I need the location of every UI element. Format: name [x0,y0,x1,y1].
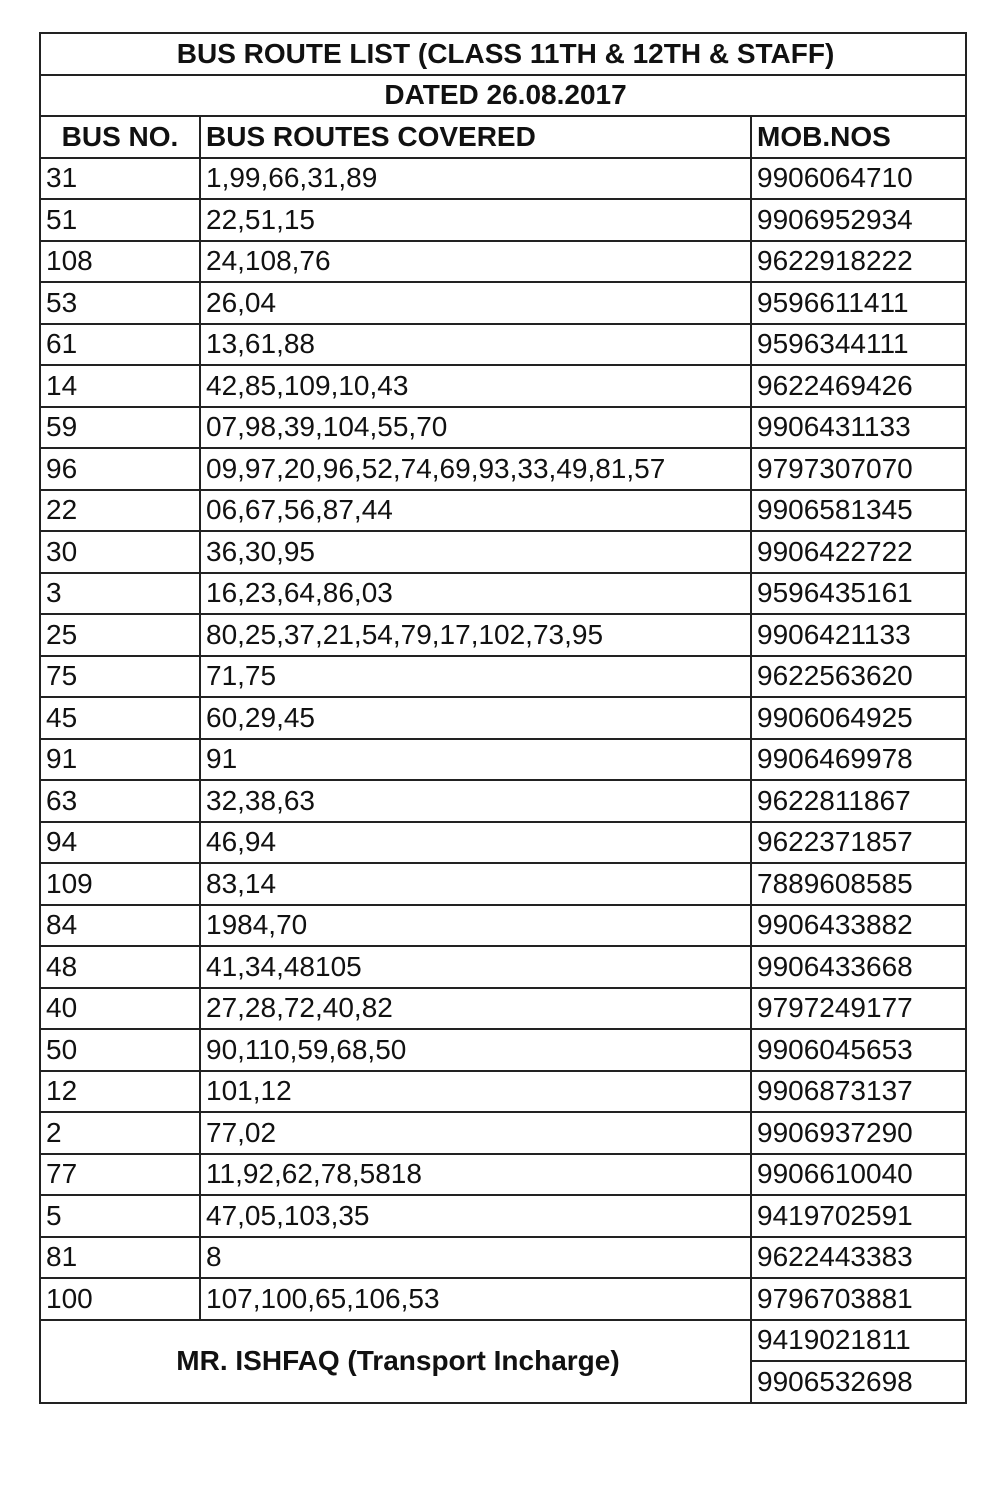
routes-cell: 77,02 [200,1112,751,1154]
mobile-cell: 9796703881 [751,1278,966,1320]
title-row [40,33,966,75]
bus-no-cell: 45 [40,697,200,739]
table-row [40,988,966,1030]
bus-no-cell: 40 [40,988,200,1030]
table-row [40,863,966,905]
routes-cell: 36,30,95 [200,531,751,573]
mobile-cell: 9906064925 [751,697,966,739]
mobile-cell: 9622918222 [751,241,966,283]
bus-no-cell: 81 [40,1237,200,1279]
bus-no-cell: 12 [40,1071,200,1113]
bus-no-cell: 108 [40,241,200,283]
routes-cell: 47,05,103,35 [200,1195,751,1237]
routes-cell: 41,34,48105 [200,946,751,988]
table-row [40,1029,966,1071]
header-row [40,116,966,158]
routes-cell: 11,92,62,78,5818 [200,1154,751,1196]
table-row [40,365,966,407]
table-row [40,1071,966,1113]
bus-no-cell: 31 [40,158,200,200]
routes-cell: 27,28,72,40,82 [200,988,751,1030]
routes-cell: 101,12 [200,1071,751,1113]
bus-no-cell: 61 [40,324,200,366]
bus-no-cell: 51 [40,199,200,241]
table-row [40,822,966,864]
table-row [40,407,966,449]
routes-cell: 32,38,63 [200,780,751,822]
header-routes: BUS ROUTES COVERED [200,116,751,158]
mobile-cell: 9906952934 [751,199,966,241]
routes-cell: 22,51,15 [200,199,751,241]
table-row [40,780,966,822]
mobile-cell: 9906064710 [751,158,966,200]
mobile-cell: 9906433882 [751,905,966,947]
bus-no-cell: 75 [40,656,200,698]
mobile-cell: 9596435161 [751,573,966,615]
transport-incharge: MR. ISHFAQ (Transport Incharge) [40,1320,751,1403]
mobile-cell: 9622371857 [751,822,966,864]
mobile-cell: 9797307070 [751,448,966,490]
routes-cell: 1,99,66,31,89 [200,158,751,200]
routes-cell: 83,14 [200,863,751,905]
mobile-cell: 9622811867 [751,780,966,822]
routes-cell: 90,110,59,68,50 [200,1029,751,1071]
table-row [40,739,966,781]
bus-no-cell: 50 [40,1029,200,1071]
routes-cell: 42,85,109,10,43 [200,365,751,407]
mobile-cell: 9906610040 [751,1154,966,1196]
incharge-mobile: 9419021811 [751,1320,966,1362]
routes-cell: 107,100,65,106,53 [200,1278,751,1320]
table-row [40,490,966,532]
bus-no-cell: 77 [40,1154,200,1196]
document-date: DATED 26.08.2017 [40,75,966,117]
table-row [40,905,966,947]
routes-cell: 07,98,39,104,55,70 [200,407,751,449]
header-mobile: MOB.NOS [751,116,966,158]
bus-no-cell: 25 [40,614,200,656]
table-row [40,697,966,739]
routes-cell: 60,29,45 [200,697,751,739]
bus-no-cell: 84 [40,905,200,947]
bus-no-cell: 22 [40,490,200,532]
table-row [40,1154,966,1196]
bus-no-cell: 96 [40,448,200,490]
bus-no-cell: 109 [40,863,200,905]
routes-cell: 91 [200,739,751,781]
table-row [40,614,966,656]
table-row [40,324,966,366]
routes-cell: 8 [200,1237,751,1279]
mobile-cell: 9596611411 [751,282,966,324]
mobile-cell: 9906433668 [751,946,966,988]
routes-cell: 1984,70 [200,905,751,947]
mobile-cell: 9906469978 [751,739,966,781]
bus-no-cell: 91 [40,739,200,781]
mobile-cell: 9906045653 [751,1029,966,1071]
bus-no-cell: 94 [40,822,200,864]
mobile-cell: 9419702591 [751,1195,966,1237]
mobile-cell: 9906937290 [751,1112,966,1154]
bus-no-cell: 59 [40,407,200,449]
date-row [40,75,966,117]
table-row [40,282,966,324]
table-row [40,158,966,200]
mobile-cell: 9622469426 [751,365,966,407]
bus-no-cell: 5 [40,1195,200,1237]
bus-no-cell: 63 [40,780,200,822]
mobile-cell: 9596344111 [751,324,966,366]
routes-cell: 13,61,88 [200,324,751,366]
bus-no-cell: 30 [40,531,200,573]
mobile-cell: 9906581345 [751,490,966,532]
routes-cell: 09,97,20,96,52,74,69,93,33,49,81,57 [200,448,751,490]
bus-no-cell: 48 [40,946,200,988]
table-row [40,1195,966,1237]
mobile-cell: 9906422722 [751,531,966,573]
bus-no-cell: 53 [40,282,200,324]
mobile-cell: 9622443383 [751,1237,966,1279]
document-title: BUS ROUTE LIST (CLASS 11TH & 12TH & STAFF) [40,33,966,75]
table-row [40,448,966,490]
header-bus-no: BUS NO. [40,116,200,158]
bus-no-cell: 2 [40,1112,200,1154]
incharge-mobile: 9906532698 [751,1361,966,1403]
table-row [40,1237,966,1279]
table-row [40,241,966,283]
table-row [40,573,966,615]
bus-no-cell: 14 [40,365,200,407]
mobile-cell: 9797249177 [751,988,966,1030]
table-row [40,1112,966,1154]
mobile-cell: 9906421133 [751,614,966,656]
table-row [40,946,966,988]
mobile-cell: 9906431133 [751,407,966,449]
routes-cell: 80,25,37,21,54,79,17,102,73,95 [200,614,751,656]
routes-cell: 26,04 [200,282,751,324]
bus-route-table [39,32,967,1404]
footer-row [40,1320,966,1362]
table-row [40,656,966,698]
bus-no-cell: 100 [40,1278,200,1320]
mobile-cell: 9906873137 [751,1071,966,1113]
table-row [40,531,966,573]
mobile-cell: 9622563620 [751,656,966,698]
routes-cell: 06,67,56,87,44 [200,490,751,532]
routes-cell: 71,75 [200,656,751,698]
routes-cell: 24,108,76 [200,241,751,283]
routes-cell: 46,94 [200,822,751,864]
bus-no-cell: 3 [40,573,200,615]
table-row [40,199,966,241]
mobile-cell: 7889608585 [751,863,966,905]
table-row [40,1278,966,1320]
routes-cell: 16,23,64,86,03 [200,573,751,615]
